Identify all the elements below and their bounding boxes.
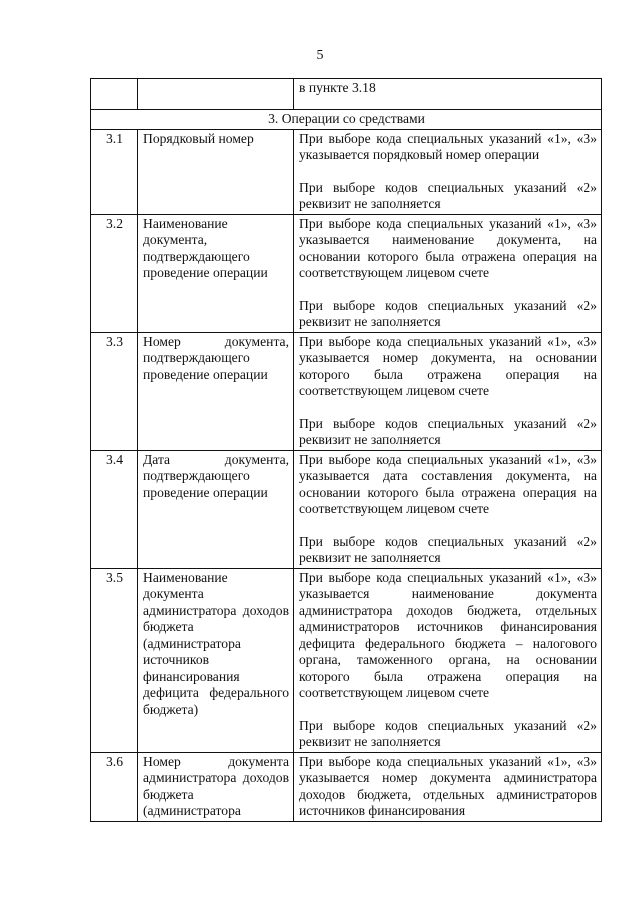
description-paragraph: При выборе кода специальных указаний «1», «3» указывается номер документа администратора доходов бюджета, отдельных администраторов источников финансирования: [299, 753, 597, 818]
row-name: Наименование документа администратора доходов бюджета (администратора источников финансирования дефицита федерального бюджета): [138, 568, 294, 752]
section-title: 3. Операции со средствами: [91, 110, 602, 130]
row-description: [294, 214, 602, 332]
requisites-table: [90, 78, 602, 822]
row-name: Номер документа, подтверждающего проведение операции: [138, 332, 294, 450]
row-description: [294, 568, 602, 752]
table-row: [91, 79, 602, 110]
row-description: в пункте 3.18: [294, 79, 602, 110]
description-paragraph: При выборе кода специальных указаний «1», «3» указывается порядковый номер операции: [299, 130, 597, 162]
section-row: [91, 110, 602, 130]
description-paragraph: При выборе кода специальных указаний «1», «3» указывается номер документа, на основании которого была отражена операция на соответствующем лицевом счете: [299, 333, 597, 398]
row-description: [294, 450, 602, 568]
description-paragraph: При выборе кода специальных указаний «1», «3» указывается дата составления документа, на основании которого была отражена операция на соответствующем лицевом счете: [299, 451, 597, 516]
page-number: 5: [316, 48, 324, 63]
table-row: [91, 568, 602, 752]
row-description: [294, 129, 602, 214]
row-name: Порядковый номер: [138, 129, 294, 214]
row-name: Дата документа, подтверждающего проведение операции: [138, 450, 294, 568]
row-description: [294, 752, 602, 821]
description-paragraph: При выборе кода специальных указаний «1», «3» указывается наименование документа, на основании которого была отражена операция на соответствующем лицевом счете: [299, 215, 597, 280]
row-name: [138, 79, 294, 110]
description-paragraph: При выборе кода специальных указаний «1», «3» указывается наименование документа администратора доходов бюджета, отдельных администраторов источников финансирования дефицита федерального бюджета – налогового органа, таможенного органа, на основании которого была отражена операция на соответствующем лицевом счете: [299, 569, 597, 700]
row-number: 3.6: [91, 752, 138, 821]
description-paragraph: При выборе кодов специальных указаний «2» реквизит не заполняется: [299, 533, 597, 565]
table-row: [91, 752, 602, 821]
table-row: [91, 450, 602, 568]
row-number: [91, 79, 138, 110]
table-row: [91, 214, 602, 332]
row-name: Номер документа администратора доходов бюджета (администратора: [138, 752, 294, 821]
table-row: [91, 332, 602, 450]
description-paragraph: При выборе кодов специальных указаний «2» реквизит не заполняется: [299, 297, 597, 329]
row-number: 3.1: [91, 129, 138, 214]
row-number: 3.4: [91, 450, 138, 568]
description-paragraph: При выборе кодов специальных указаний «2» реквизит не заполняется: [299, 415, 597, 447]
description-paragraph: При выборе кодов специальных указаний «2» реквизит не заполняется: [299, 717, 597, 749]
table-row: [91, 129, 602, 214]
row-number: 3.2: [91, 214, 138, 332]
row-name: Наименование документа, подтверждающего проведение операции: [138, 214, 294, 332]
description-paragraph: При выборе кодов специальных указаний «2» реквизит не заполняется: [299, 179, 597, 211]
row-number: 3.3: [91, 332, 138, 450]
row-number: 3.5: [91, 568, 138, 752]
row-description: [294, 332, 602, 450]
